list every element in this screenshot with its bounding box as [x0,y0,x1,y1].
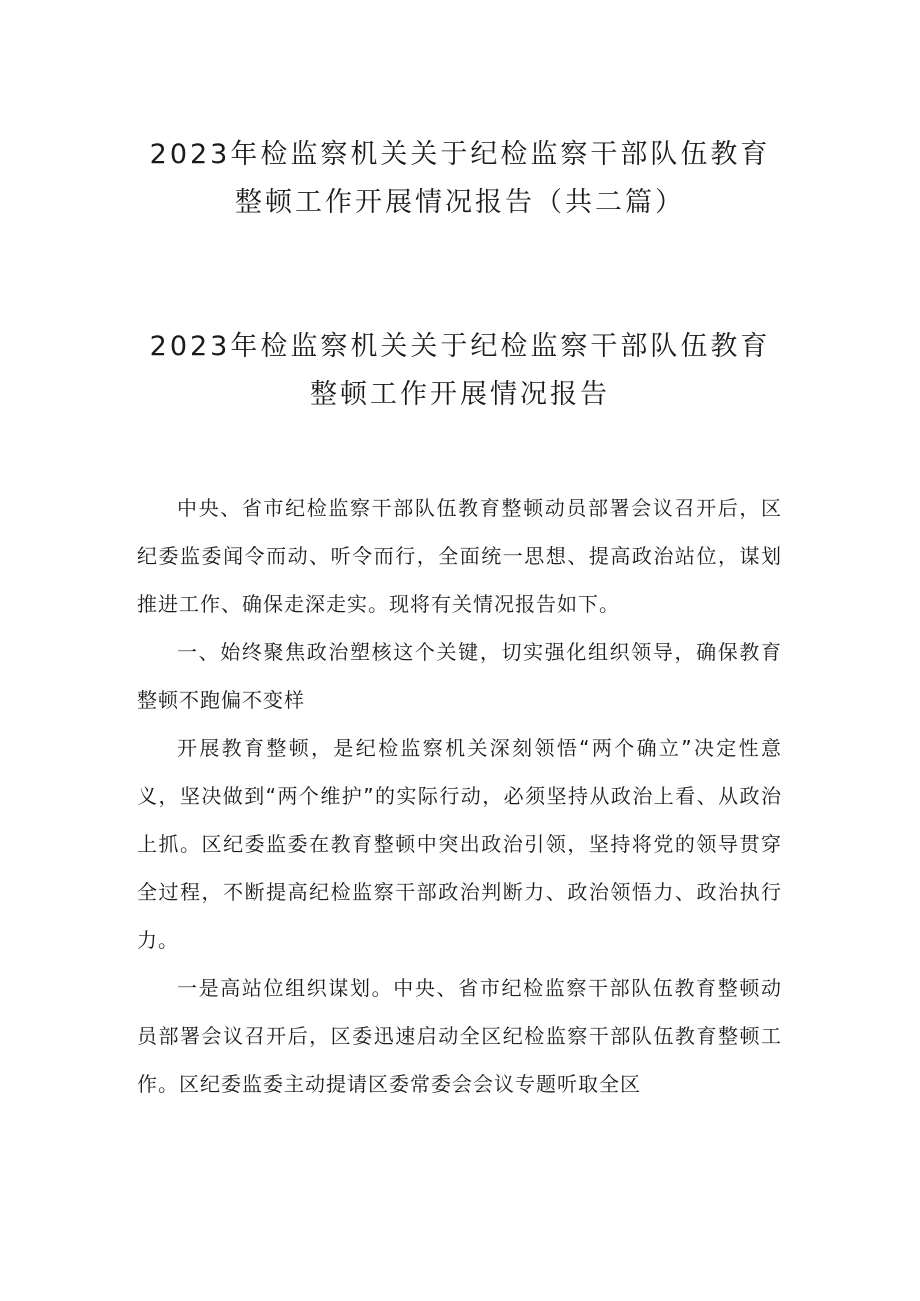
sub-title-line-2: 整顿工作开展情况报告 [310,379,610,410]
paragraph-section-heading-1: 一、始终聚焦政治塑核这个关键，切实强化组织领导，确保教育整顿不跑偏不变样 [137,640,782,712]
main-title-line-1: 2023年检监察机关关于纪检监察干部队伍教育 [149,139,771,170]
paragraph-section-1-body: 开展教育整顿，是纪检监察机关深刻领悟“两个确立”决定性意义，坚决做到“两个维护”的实际行动，必须坚持从政治上看、从政治上抓。区纪委监委在教育整顿中突出政治引领，坚持将党的领导贯穿全过程，不断提高纪检监察干部政治判断力、政治领悟力、政治执行力。 [137,736,782,952]
paragraph-point-1: 一是高站位组织谋划。中央、省市纪检监察干部队伍教育整顿动员部署会议召开后，区委迅速启动全区纪检监察干部队伍教育整顿工作。区纪委监委主动提请区委常委会会议专题听取全区 [137,976,782,1096]
document-main-title [100,131,820,227]
paragraph-intro: 中央、省市纪检监察干部队伍教育整顿动员部署会议召开后，区纪委监委闻令而动、听令而行，全面统一思想、提高政治站位，谋划推进工作、确保走深走实。现将有关情况报告如下。 [137,496,782,616]
sub-title-line-1: 2023年检监察机关关于纪检监察干部队伍教育 [149,331,771,362]
main-title-line-2: 整顿工作开展情况报告（共二篇） [235,187,685,218]
document-sub-title [100,323,820,419]
document-body [137,484,782,1108]
